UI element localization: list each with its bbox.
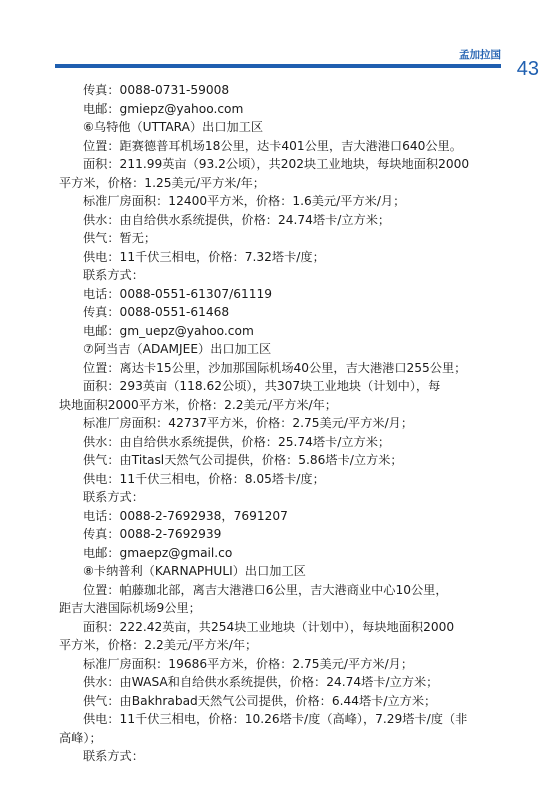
page-number: 43 [516, 58, 539, 80]
text-line: 供气：暂无； [83, 231, 157, 245]
text-line: ⑥乌特他（UTTARA）出口加工区 [83, 120, 264, 134]
text-line: 联系方式： [83, 749, 144, 763]
text-line: 位置：距赛德普耳机场18公里，达卡401公里，吉大港港口640公里。 [83, 138, 462, 153]
text-line: 电邮：gm_uepz@yahoo.com [83, 323, 254, 338]
text-line: 供气：由Bakhrabad天然气公司提供，价格：6.44塔卡/立方米； [83, 693, 437, 708]
text-line: 供水：由自给供水系统提供，价格：25.74塔卡/立方米； [83, 434, 391, 449]
text-line: 供水：由WASA和自给供水系统提供，价格：24.74塔卡/立方米； [83, 675, 439, 689]
text-line: ⑧卡纳普利（KARNAPHULI）出口加工区 [83, 564, 306, 578]
text-line: 传真：0088-2-7692939 [83, 527, 222, 541]
text-line: ⑦阿当吉（ADAMJEE）出口加工区 [83, 342, 272, 356]
text-line: 电邮：gmaepz@gmail.co [83, 545, 233, 560]
text-line: 联系方式： [83, 490, 144, 504]
text-line: 联系方式： [83, 268, 144, 282]
text-line: 标准厂房面积：19686平方米，价格：2.75美元/平方米/月； [83, 656, 414, 671]
text-line: 平方米，价格：1.25美元/平方米/年； [59, 175, 265, 190]
text-line: 位置：帕藤珈北部，离吉大港港口6公里，吉大港商业中心10公里， [83, 582, 448, 597]
section-title: 孟加拉国 [459, 49, 501, 61]
text-line: 供气：由Titasl天然气公司提供，价格：5.86塔卡/立方米； [83, 453, 403, 467]
text-line: 供水：由自给供水系统提供，价格：24.74塔卡/立方米； [83, 212, 391, 227]
text-line: 电话：0088-2-7692938，7691207 [83, 508, 288, 523]
text-line: 距吉大港国际机场9公里； [59, 601, 201, 615]
text-line: 标准厂房面积：42737平方米，价格：2.75美元/平方米/月； [83, 416, 414, 430]
text-line: 供电：11千伏三相电，价格：8.05塔卡/度； [83, 471, 325, 486]
text-line: 电话：0088-0551-61307/61119 [83, 286, 273, 301]
text-line: 高峰）； [59, 730, 102, 745]
text-line: 面积：211.99英亩（93.2公顷），共202块工业地块，每块地面积2000 [83, 157, 470, 171]
text-line: 面积：293英亩（118.62公顷），共307块工业地块（计划中），每 [83, 379, 441, 393]
text-line: 供电：11千伏三相电，价格：7.32塔卡/度； [83, 249, 325, 264]
text-line: 传真：0088-0731-59008 [83, 83, 230, 97]
text-line: 电邮：gmiepz@yahoo.com [83, 101, 244, 116]
text-line: 位置：离达卡15公里，沙加那国际机场40公里，吉大港港口255公里； [83, 360, 467, 375]
text-line: 供电：11千伏三相电，价格：10.26塔卡/度（高峰），7.29塔卡/度（非 [83, 712, 468, 726]
text-line: 面积：222.42英亩，共254块工业地块（计划中），每块地面积2000 [83, 619, 455, 634]
text-line: 平方米，价格：2.2美元/平方米/年； [59, 638, 258, 652]
header-rule [55, 64, 501, 68]
text-line: 块地面积2000平方米，价格：2.2美元/平方米/年； [59, 397, 337, 412]
text-line: 标准厂房面积：12400平方米，价格：1.6美元/平方米/月； [83, 194, 406, 208]
text-line: 传真：0088-0551-61468 [83, 305, 230, 319]
body-text [59, 81, 499, 766]
